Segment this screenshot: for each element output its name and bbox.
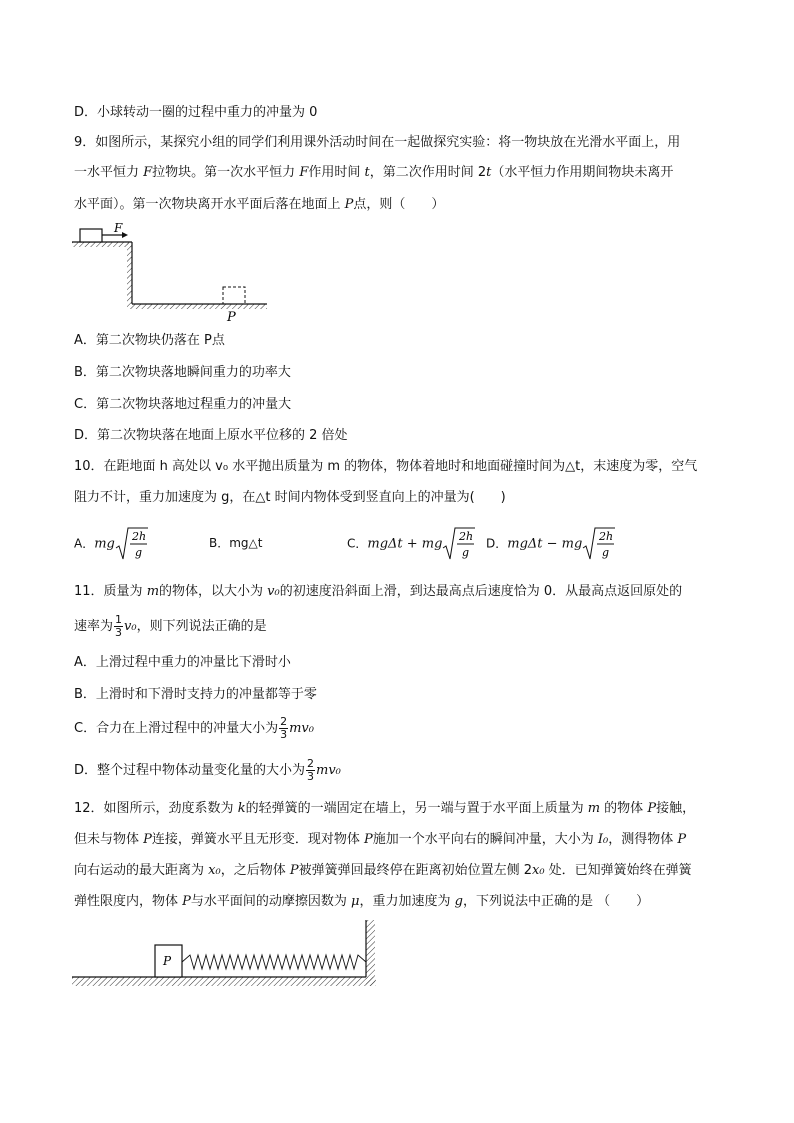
- q11-option-d: D．整个过程中物体动量变化量的大小为 $\frac{2}{3}$ mv₀: [74, 757, 341, 783]
- q12-stem-line4: 弹性限度内，物体 P与水平面间的动摩擦因数为 μ，重力加速度为 g，下列说法中正确的是 （ ）: [74, 894, 650, 909]
- fraction-two-thirds: $\frac{2}{3}$: [307, 757, 315, 783]
- q12-wall-hatch: [366, 920, 375, 986]
- q9-option-d: D．第二次物块落在地面上原水平位移的 2 倍处: [74, 428, 348, 443]
- q9-wall-hatch: [127, 242, 132, 304]
- q9-stem-line3: 水平面）。第一次物块离开水平面后落在地面上 P点，则（ ）: [74, 197, 445, 212]
- q9-stem-line2: 一水平恒力 F拉物块。第一次水平恒力 F作用时间 t，第二次作用时间 2t（水平恒力作用期间物块未离开: [74, 165, 674, 180]
- q12-label-P: P: [163, 954, 172, 968]
- sqrt-numerator: 2h: [459, 530, 474, 543]
- sqrt-denominator: g: [134, 546, 142, 559]
- q9-option-b: B．第二次物块落地瞬间重力的功率大: [74, 365, 291, 380]
- q10-option-c: C．mgΔt + mg 2h g: [347, 526, 476, 562]
- sqrt-2h-over-g: [442, 526, 476, 562]
- q9-option-a: A．第二次物块仍落在 P点: [74, 333, 225, 348]
- sqrt-numerator: 2h: [599, 530, 614, 543]
- q9-landing-block: [223, 287, 245, 304]
- q12-stem-line2: 但未与物体 P连接，弹簧水平且无形变．现对物体 P施加一个水平向右的瞬间冲量，大小为 I₀，测得物体 P: [74, 832, 687, 847]
- sqrt-2h-over-g: [115, 526, 149, 562]
- q10-stem-line1: 10．在距地面 h 高处以 v₀ 水平抛出质量为 m 的物体，物体着地时和地面碰撞时间为△t，末速度为零，空气: [74, 459, 698, 474]
- q11-option-a: A．上滑过程中重力的冲量比下滑时小: [74, 655, 291, 670]
- q10-option-d: D．mgΔt − mg 2h g: [486, 526, 616, 562]
- q12-stem-line1: 12．如图所示，劲度系数为 k的轻弹簧的一端固定在墙上，另一端与置于水平面上质量为 m 的物体 P接触，: [74, 801, 696, 816]
- q10-stem-line2: 阻力不计，重力加速度为 g，在△t 时间内物体受到竖直向上的冲量为( ): [74, 490, 506, 505]
- q9-label-P: P: [227, 310, 236, 322]
- q9-label-F: F: [114, 222, 123, 235]
- sqrt-2h-over-g: [582, 526, 616, 562]
- fraction-one-third: $\frac{1}{3}$: [115, 613, 123, 639]
- q9-option-c: C．第二次物块落地过程重力的冲量大: [74, 397, 292, 412]
- q11-option-c: C．合力在上滑过程中的冲量大小为 $\frac{2}{3}$ mv₀: [74, 715, 314, 741]
- q12-figure: [70, 918, 380, 996]
- q11-option-b: B．上滑时和下滑时支持力的冲量都等于零: [74, 687, 317, 702]
- q9-platform-hatch: [72, 242, 132, 247]
- sqrt-denominator: g: [602, 546, 610, 559]
- q9-stem-line1: 9．如图所示，某探究小组的同学们利用课外活动时间在一起做探究实验：将一物块放在光滑水平面上，用: [74, 135, 681, 150]
- q11-stem-line2: 速率为 $\frac{1}{3}$ v₀，则下列说法正确的是: [74, 613, 267, 639]
- sqrt-denominator: g: [462, 546, 470, 559]
- q9-force-arrowhead: [122, 232, 128, 238]
- q10-option-a: A．mg 2h g: [74, 526, 149, 562]
- q12-spring: [182, 955, 366, 969]
- fraction-two-thirds: $\frac{2}{3}$: [280, 715, 288, 741]
- q9-block: [80, 229, 102, 242]
- q11-stem-line1: 11．质量为 m的物体，以大小为 v₀的初速度沿斜面上滑，到达最高点后速度恰为 0．从最高点返回原处的: [74, 584, 683, 599]
- q10-option-b: B．mg△t: [209, 536, 263, 550]
- q9-ground-hatch: [127, 304, 267, 309]
- sqrt-numerator: 2h: [131, 530, 146, 543]
- q9-figure: [70, 222, 270, 322]
- q12-floor-hatch: [72, 977, 376, 986]
- q8-option-d: D．小球转动一圈的过程中重力的冲量为 0: [74, 105, 318, 120]
- q12-stem-line3: 向右运动的最大距离为 x₀，之后物体 P被弹簧弹回最终停在距离初始位置左侧 2x₀ 处．已知弹簧始终在弹簧: [74, 863, 692, 878]
